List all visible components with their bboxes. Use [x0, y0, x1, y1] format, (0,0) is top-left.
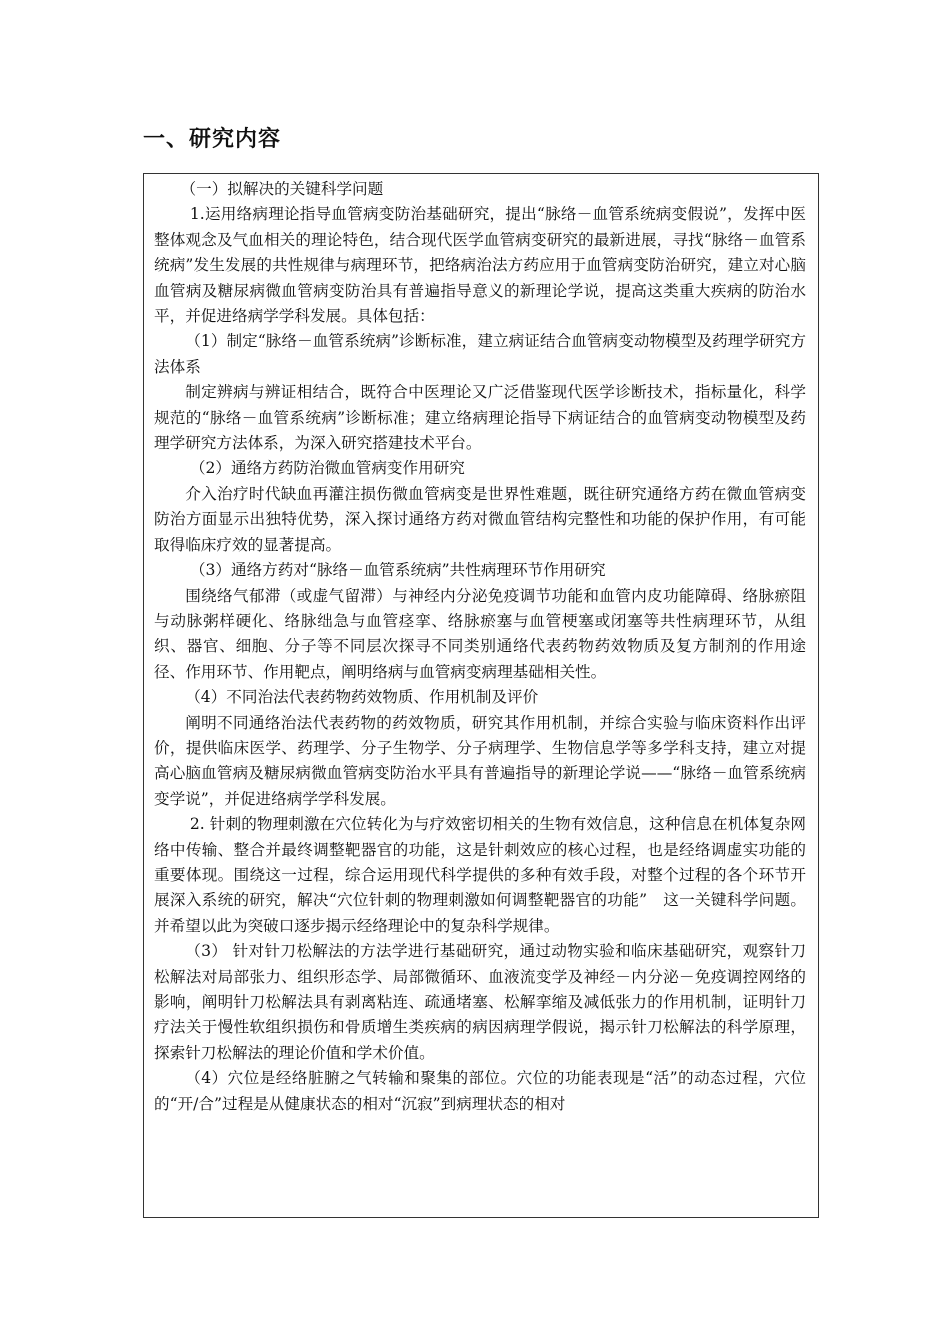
item-4-title: （4）不同治法代表药物药效物质、作用机制及评价: [185, 688, 539, 707]
subsection-title: （一）拟解决的关键科学问题: [180, 180, 384, 198]
paragraph-4: （4）穴位是经络脏腑之气转输和聚集的部位。穴位的功能表现是“活”的动态过程，穴位的“开/合”过程是从健康状态的相对“沉寂”到病理状态的相对: [154, 1069, 806, 1113]
item-4-body: 阐明不同通络治法代表药物的药效物质，研究其作用机制，并综合实验与临床资料作出评价，提供临床医学、药理学、分子生物学、分子病理学、生物信息学等多学科支持，建立对提高心脑血管病及糖尿病微血管病变防治水平具有普遍指导的新理论学说——“脉络－血管系统病变学说”，并促进络病学学科发展。: [154, 713, 806, 808]
item-3-title: （3）通络方药对“脉络－血管系统病”共性病理环节作用研究: [189, 561, 606, 580]
paragraph-2: 2. 针刺的物理刺激在穴位转化为与疗效密切相关的生物有效信息，这种信息在机体复杂网络中传输、整合并最终调整靶器官的功能，这是针刺效应的核心过程，也是经络调虚实功能的重要体现。围绕这一过程，综合运用现代科学提供的多种有效手段，对整个过程的各个环节开展深入系统的研究，解决“穴位针刺的物理刺激如何调整靶器官的功能” 这一关键科学问题。并希望以此为突破口逐步揭示经络理论中的复杂科学规律。: [154, 815, 806, 935]
item-1-body: 制定辨病与辨证相结合，既符合中医理论又广泛借鉴现代医学诊断技术，指标量化，科学规范的“脉络－血管系统病”诊断标准；建立络病理论指导下病证结合的血管病变动物模型及药理学研究方法体系，为深入研究搭建技术平台。: [154, 383, 806, 453]
item-3-body: 围绕络气郁滞（或虚气留滞）与神经内分泌免疫调节功能和血管内皮功能障碍、络脉瘀阻与动脉粥样硬化、络脉绌急与血管痉挛、络脉瘀塞与血管梗塞或闭塞等共性病理环节，从组织、器官、细胞、分子等不同层次探寻不同类别通络代表药物药效物质及复方制剂的作用途径、作用环节、作用靶点，阐明络病与血管病变病理基础相关性。: [154, 586, 806, 681]
content-body: [154, 177, 806, 1117]
section-heading: 一、研究内容: [143, 127, 282, 152]
item-2-body: 介入治疗时代缺血再灌注损伤微血管病变是世界性难题，既往研究通络方药在微血管病变防治方面显示出独特优势，深入探讨通络方药对微血管结构完整性和功能的保护作用，有可能取得临床疗效的显著提高。: [154, 484, 806, 554]
content-table-cell: [143, 173, 819, 1218]
paragraph-3: （3） 针对针刀松解法的方法学进行基础研究，通过动物实验和临床基础研究，观察针刀松解法对局部张力、组织形态学、局部微循环、血液流变学及神经－内分泌－免疫调控网络的影响，阐明针刀松解法具有剥离粘连、疏通堵塞、松解挛缩及减低张力的作用机制，证明针刀疗法关于慢性软组织损伤和骨质增生类疾病的病因病理学假说，揭示针刀松解法的科学原理，探索针刀松解法的理论价值和学术价值。: [154, 942, 806, 1062]
item-2-title: （2）通络方药防治微血管病变作用研究: [189, 459, 465, 478]
paragraph-1: 1.运用络病理论指导血管病变防治基础研究，提出“脉络－血管系统病变假说”，发挥中医整体观念及气血相关的理论特色，结合现代医学血管病变研究的最新进展，寻找“脉络－血管系统病”发生发展的共性规律与病理环节，把络病治法方药应用于血管病变防治研究，建立对心脑血管病及糖尿病微血管病变防治具有普遍指导意义的新理论学说，提高这类重大疾病的防治水平，并促进络病学学科发展。具体包括：: [154, 205, 806, 326]
item-1-title: （1）制定“脉络－血管系统病”诊断标准，建立病证结合血管病变动物模型及药理学研究方法体系: [154, 332, 806, 376]
